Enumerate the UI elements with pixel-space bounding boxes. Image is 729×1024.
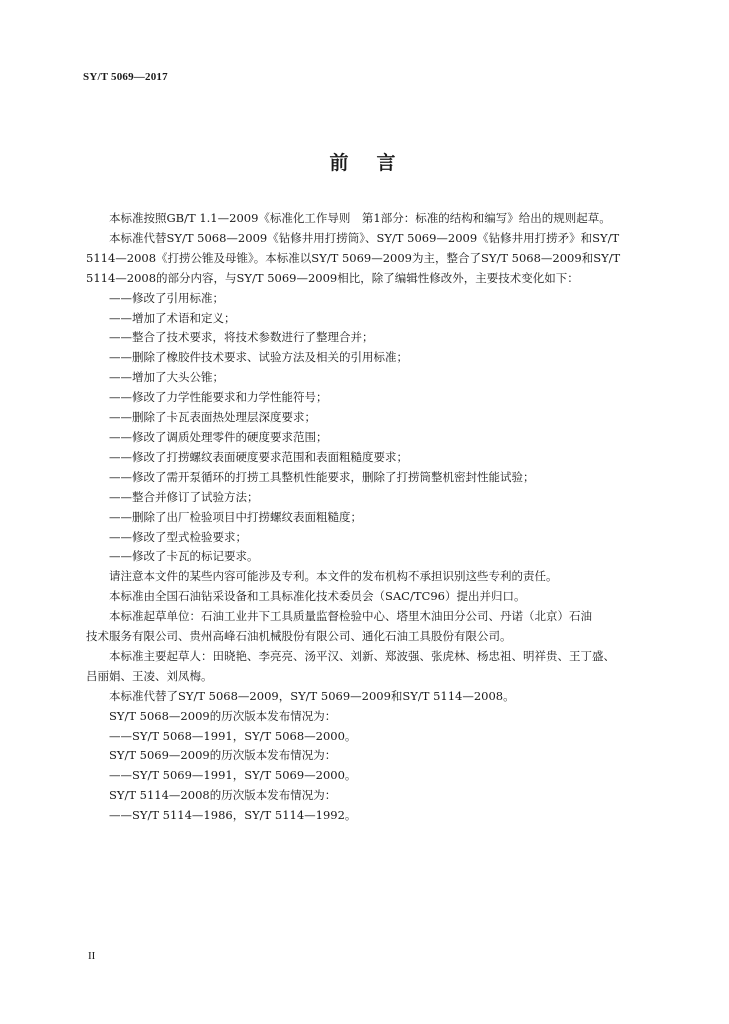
change-list-item: ——修改了调质处理零件的硬度要求范围； — [109, 429, 328, 444]
document-code-header: SY/T 5069—2017 — [83, 71, 168, 83]
change-list-item: ——修改了打捞螺纹表面硬度要求范围和表面粗糙度要求； — [109, 449, 408, 464]
change-list-item: ——修改了型式检验要求； — [109, 529, 247, 544]
body-text-line: SY/T 5114—2008的历次版本发布情况为： — [109, 788, 337, 803]
foreword-body — [86, 209, 660, 826]
body-text-line: 技术服务有限公司、贵州高峰石油机械股份有限公司、通化石油工具股份有限公司。 — [86, 629, 512, 644]
change-list-item: ——修改了卡瓦的标记要求。 — [109, 549, 259, 564]
body-text-line: 本标准起草单位：石油工业井下工具质量监督检验中心、塔里木油田分公司、丹诺（北京）石油 — [109, 609, 592, 624]
change-list-item: ——增加了大头公锥； — [109, 370, 224, 385]
change-list-item: ——整合了技术要求，将技术参数进行了整理合并； — [109, 330, 374, 345]
body-text-line: 吕丽娟、王凌、刘凤梅。 — [86, 668, 213, 683]
body-text-line: SY/T 5069—2009的历次版本发布情况为： — [109, 748, 337, 763]
change-list-item: ——修改了需开泵循环的打捞工具整机性能要求，删除了打捞筒整机密封性能试验； — [109, 469, 535, 484]
body-text-line: 本标准代替SY/T 5068—2009《钻修井用打捞筒》、SY/T 5069—2009《钻修井用打捞矛》和SY/T — [109, 230, 620, 245]
change-list-item: ——删除了出厂检验项目中打捞螺纹表面粗糙度； — [109, 509, 362, 524]
change-list-item: ——删除了橡胶件技术要求、试验方法及相关的引用标准； — [109, 350, 408, 365]
body-text-line: 本标准主要起草人：田晓艳、李亮亮、汤平汉、刘新、郑波强、张虎林、杨忠祖、明祥贵、王丁盛、 — [109, 648, 615, 663]
body-text-line: ——SY/T 5068—1991，SY/T 5068—2000。 — [109, 728, 357, 743]
body-text-line: 本标准由全国石油钻采设备和工具标准化技术委员会（SAC/TC96）提出并归口。 — [109, 589, 526, 604]
body-text-line: SY/T 5068—2009的历次版本发布情况为： — [109, 708, 337, 723]
body-text-line: ——SY/T 5069—1991，SY/T 5069—2000。 — [109, 768, 357, 783]
change-list-item: ——删除了卡瓦表面热处理层深度要求； — [109, 410, 316, 425]
change-list-item: ——增加了术语和定义； — [109, 310, 236, 325]
body-text-line: 本标准代替了SY/T 5068—2009，SY/T 5069—2009和SY/T 5114—2008。 — [109, 688, 515, 703]
body-text-line: 5114—2008《打捞公锥及母锥》。本标准以SY/T 5069—2009为主，整合了SY/T 5068—2009和SY/T — [86, 250, 621, 265]
body-text-line: 本标准按照GB/T 1.1—2009《标准化工作导则 第1部分：标准的结构和编写》给出的规则起草。 — [109, 211, 611, 225]
change-list-item: ——修改了引用标准； — [109, 290, 224, 305]
change-list-item: ——整合并修订了试验方法； — [109, 489, 259, 504]
body-text-line: 请注意本文件的某些内容可能涉及专利。本文件的发布机构不承担识别这些专利的责任。 — [109, 569, 558, 584]
page-number: II — [88, 950, 96, 962]
change-list-item: ——修改了力学性能要求和力学性能符号； — [109, 390, 328, 405]
page-title: 前言 — [329, 152, 424, 174]
body-text-line: ——SY/T 5114—1986，SY/T 5114—1992。 — [109, 808, 357, 823]
body-text-line: 5114—2008的部分内容，与SY/T 5069—2009相比，除了编辑性修改外，主要技术变化如下： — [86, 270, 579, 285]
